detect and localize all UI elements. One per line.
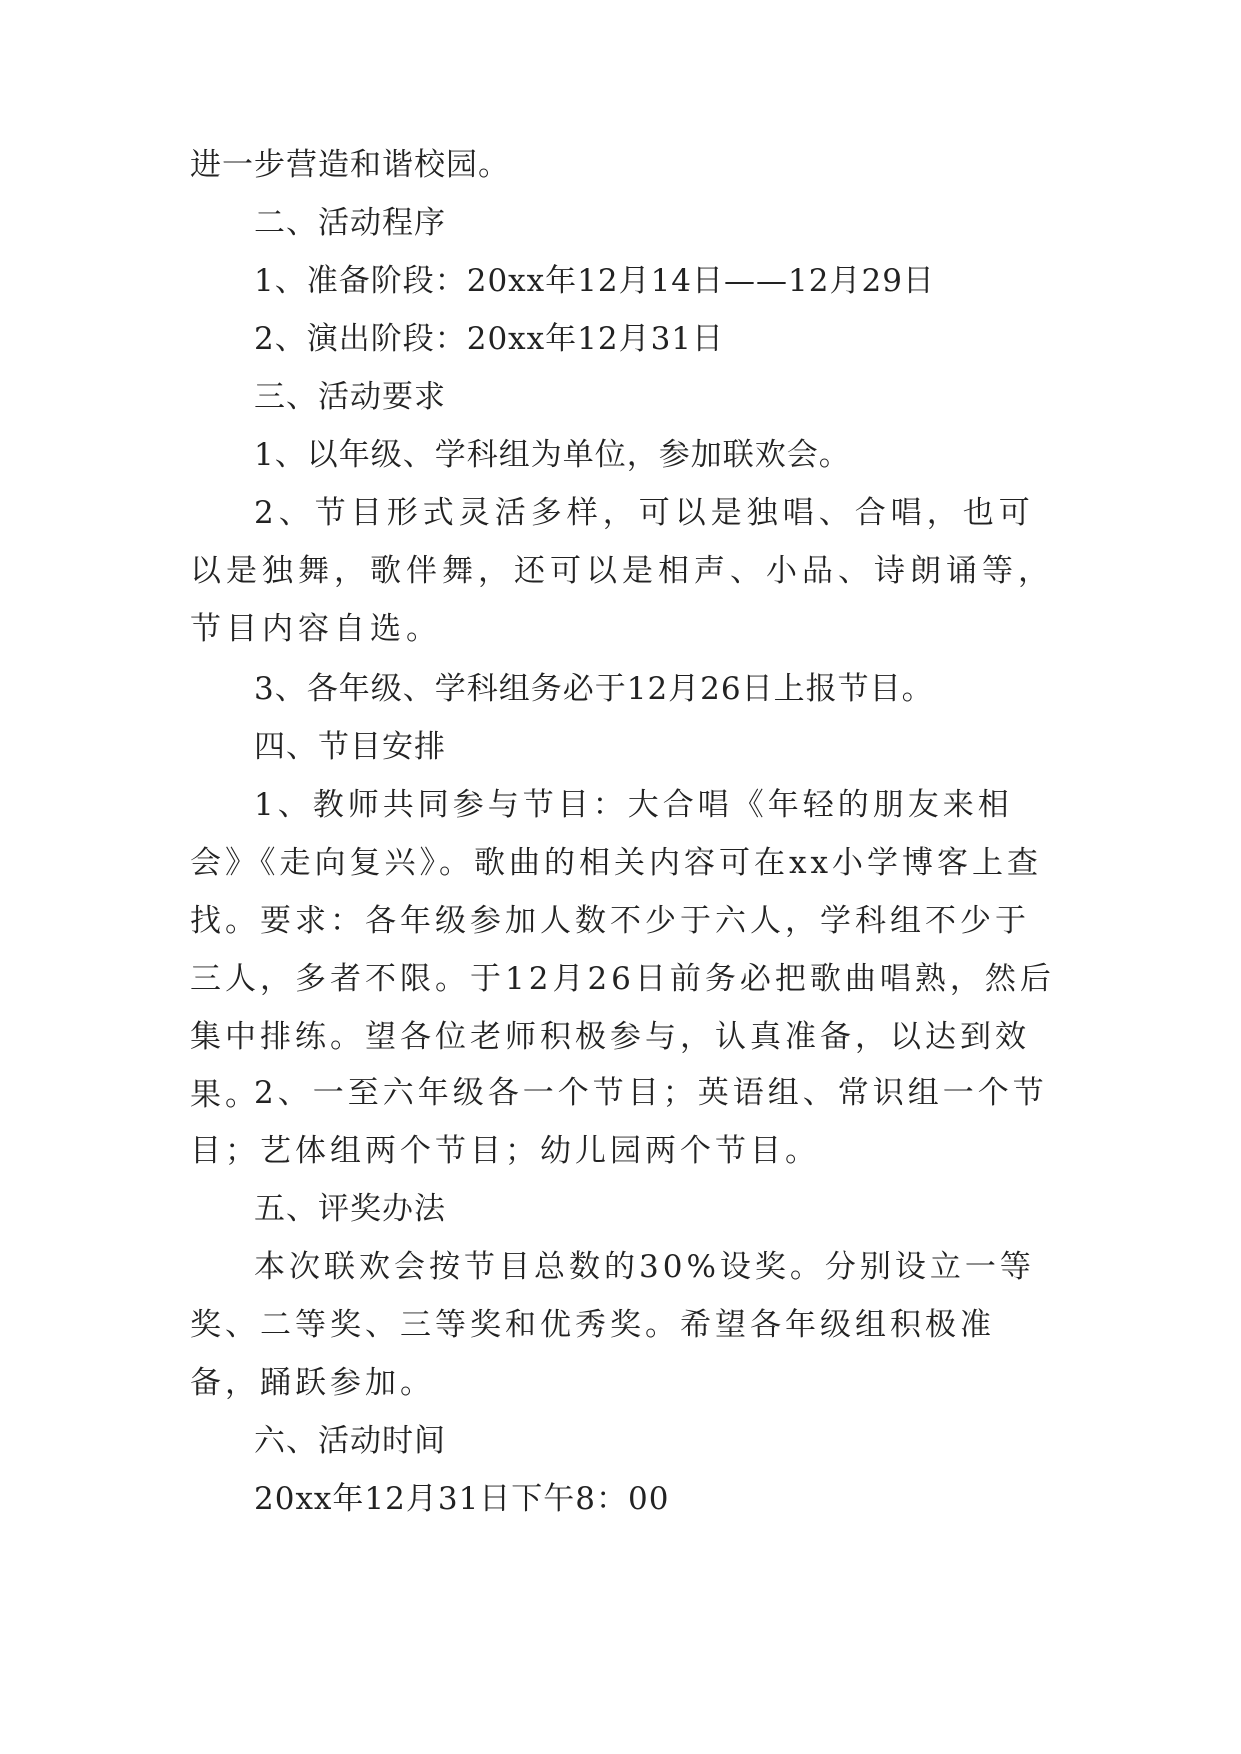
paragraph-arrangement-2: 2、一至六年级各一个节目；英语组、常识组一个节目；艺体组两个节目；幼儿园两个节目。 — [190, 1075, 1048, 1169]
paragraph-requirement-3: 3、各年级、学科组务必于12月26日上报节目。 — [254, 671, 934, 707]
heading-activity-requirements: 三、活动要求 — [254, 379, 446, 415]
heading-activity-time: 六、活动时间 — [254, 1423, 446, 1459]
paragraph-requirement-2: 2、节目形式灵活多样，可以是独唱、合唱，也可以是独舞，歌伴舞，还可以是相声、小品、诗朗诵等，节目内容自选。 — [190, 495, 1054, 647]
paragraph-requirement-1: 1、以年级、学科组为单位，参加联欢会。 — [254, 437, 851, 473]
paragraph-performance-stage: 2、演出阶段：20xx年12月31日 — [254, 321, 725, 357]
paragraph-activity-time: 20xx年12月31日下午8：00 — [254, 1481, 670, 1517]
heading-program-arrangement: 四、节目安排 — [254, 729, 446, 765]
paragraph-award-method: 本次联欢会按节目总数的30%设奖。分别设立一等奖、二等奖、三等奖和优秀奖。希望各年级组积极准备，踊跃参加。 — [190, 1249, 1035, 1401]
paragraph-preparation-stage: 1、准备阶段：20xx年12月14日——12月29日 — [254, 263, 935, 299]
paragraph-arrangement-1: 1、教师共同参与节目：大合唱《年轻的朋友来相会》《走向复兴》。歌曲的相关内容可在xx小学博客上查找。要求：各年级参加人数不少于六人，学科组不少于三人，多者不限。于12月26日前务必把歌曲唱熟，然后集中排练。望各位老师积极参与，认真准备，以达到效果。 — [190, 787, 1055, 1113]
paragraph-intro-end: 进一步营造和谐校园。 — [190, 147, 510, 183]
heading-activity-procedure: 二、活动程序 — [254, 205, 446, 241]
heading-award-method: 五、评奖办法 — [254, 1191, 446, 1227]
